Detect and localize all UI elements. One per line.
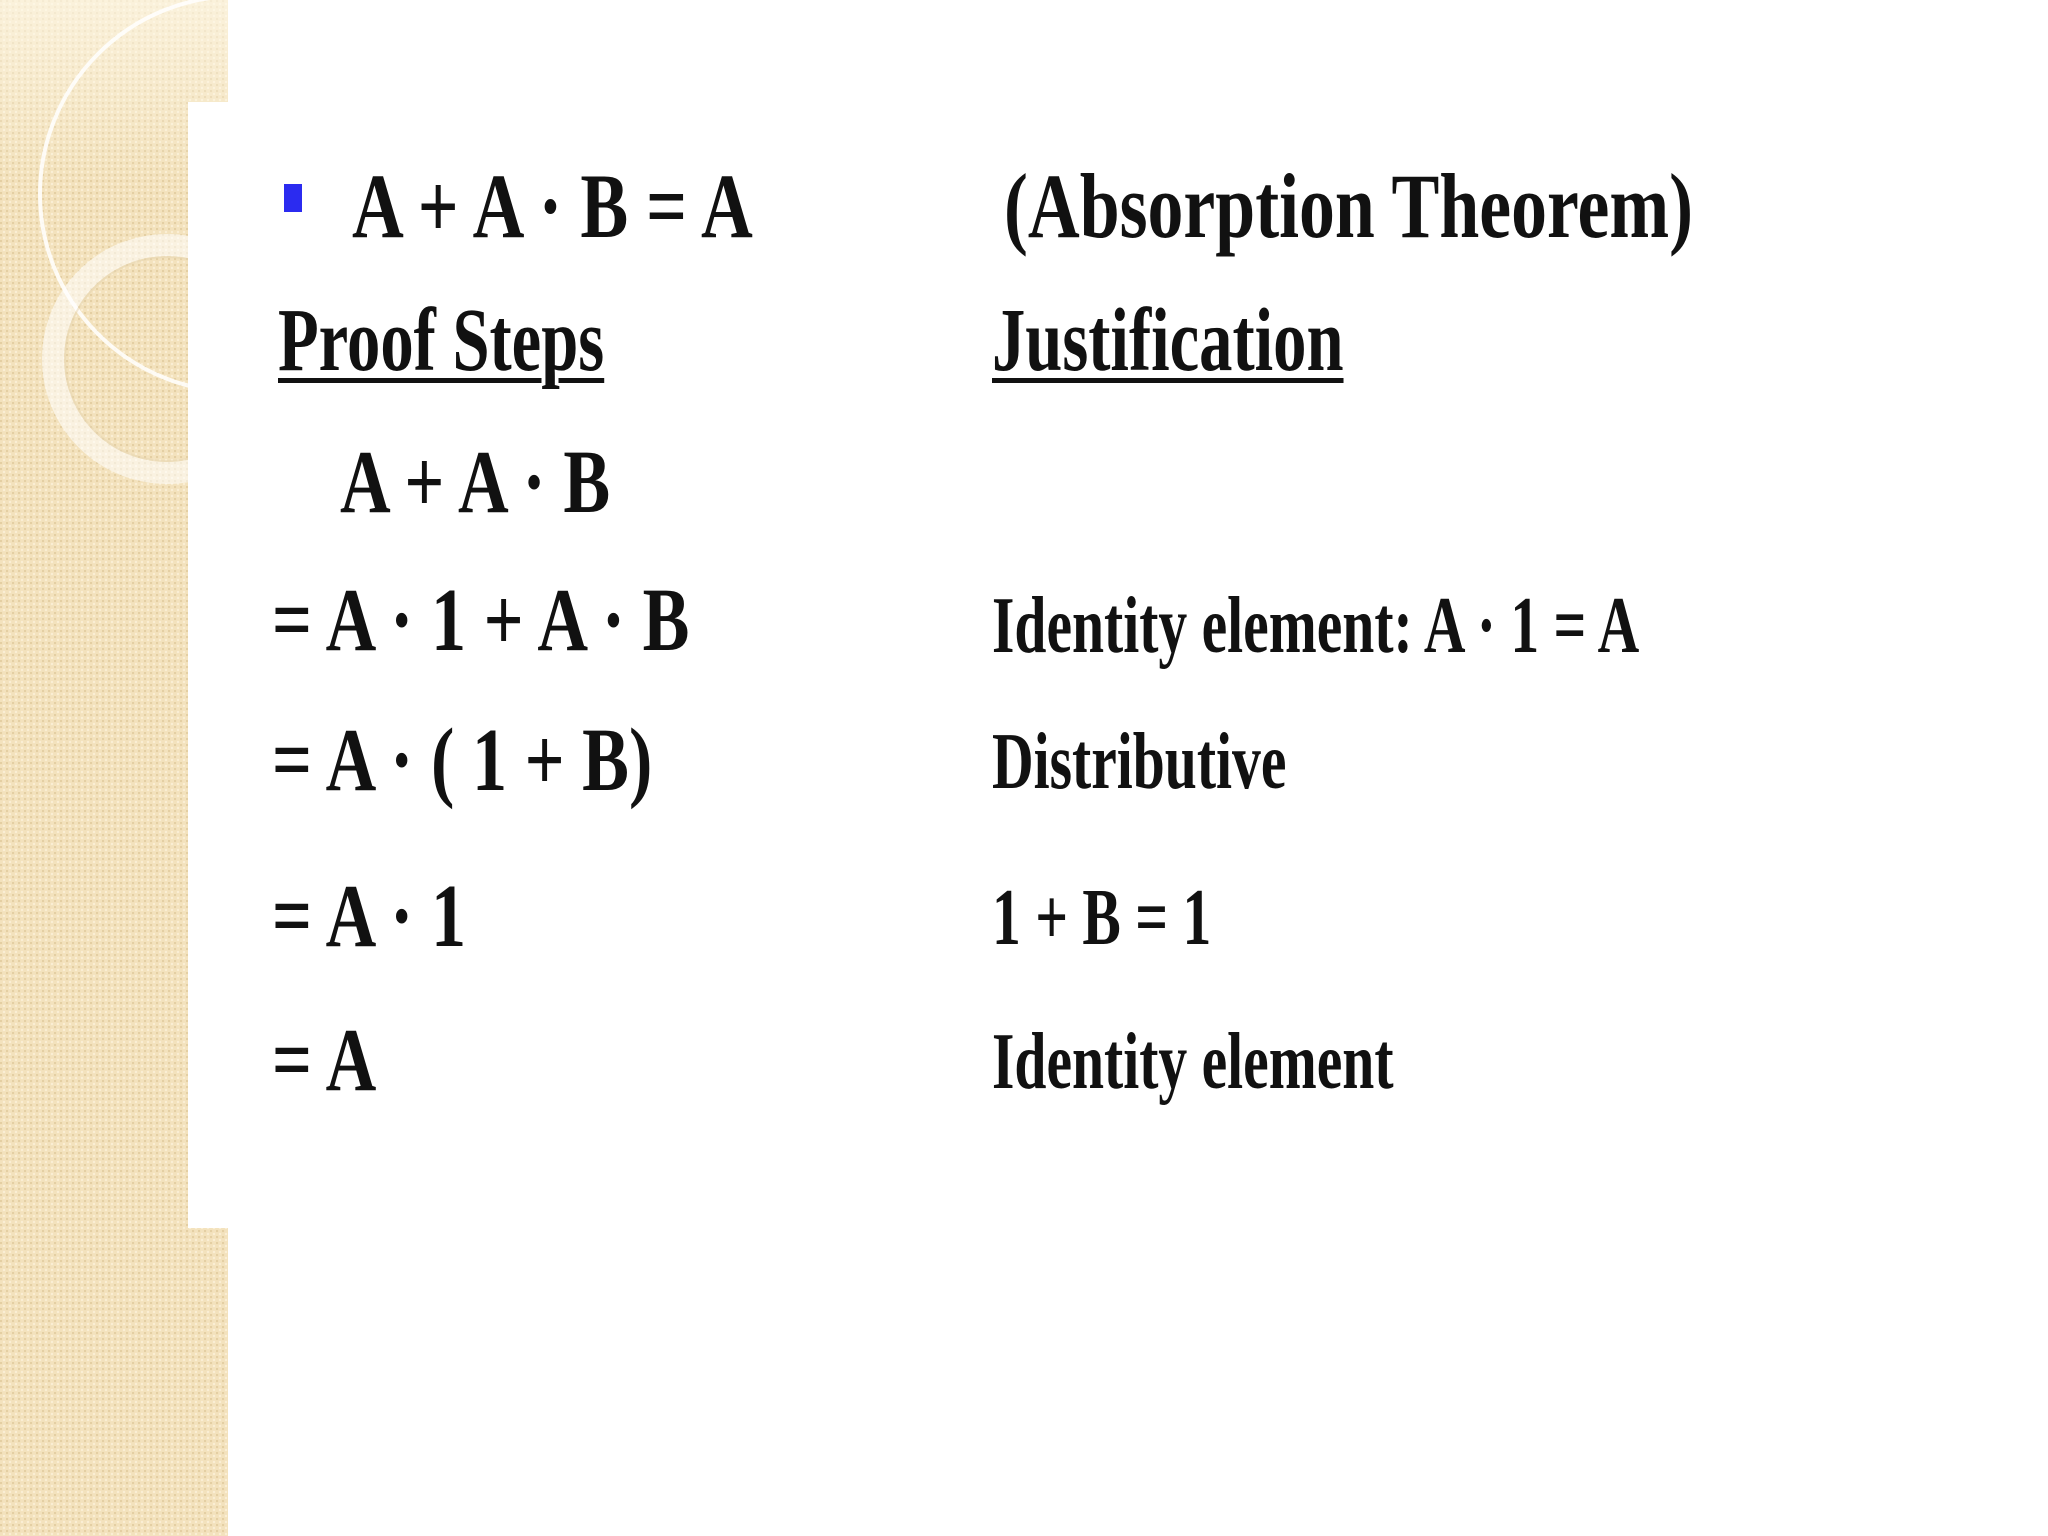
justification-2: Identity element: A · 1 = A	[992, 582, 1640, 670]
justification-5: Identity element	[992, 1018, 1394, 1106]
justification-3: Distributive	[992, 718, 1287, 806]
proof-step-3: = A · ( 1 + B)	[272, 711, 653, 810]
theorem-name: (Absorption Theorem)	[1004, 155, 1694, 257]
proof-steps-header: Proof Steps	[278, 291, 605, 390]
justification-4: 1 + B = 1	[992, 874, 1212, 962]
proof-step-5: = A	[272, 1011, 377, 1110]
proof-step-4: = A · 1	[272, 867, 467, 966]
theorem-equation: A + A · B = A	[352, 155, 753, 257]
bullet-icon	[284, 184, 302, 212]
justification-header: Justification	[992, 291, 1344, 390]
proof-step-2: = A · 1 + A · B	[272, 571, 690, 670]
proof-step-1: A + A · B	[340, 433, 611, 532]
